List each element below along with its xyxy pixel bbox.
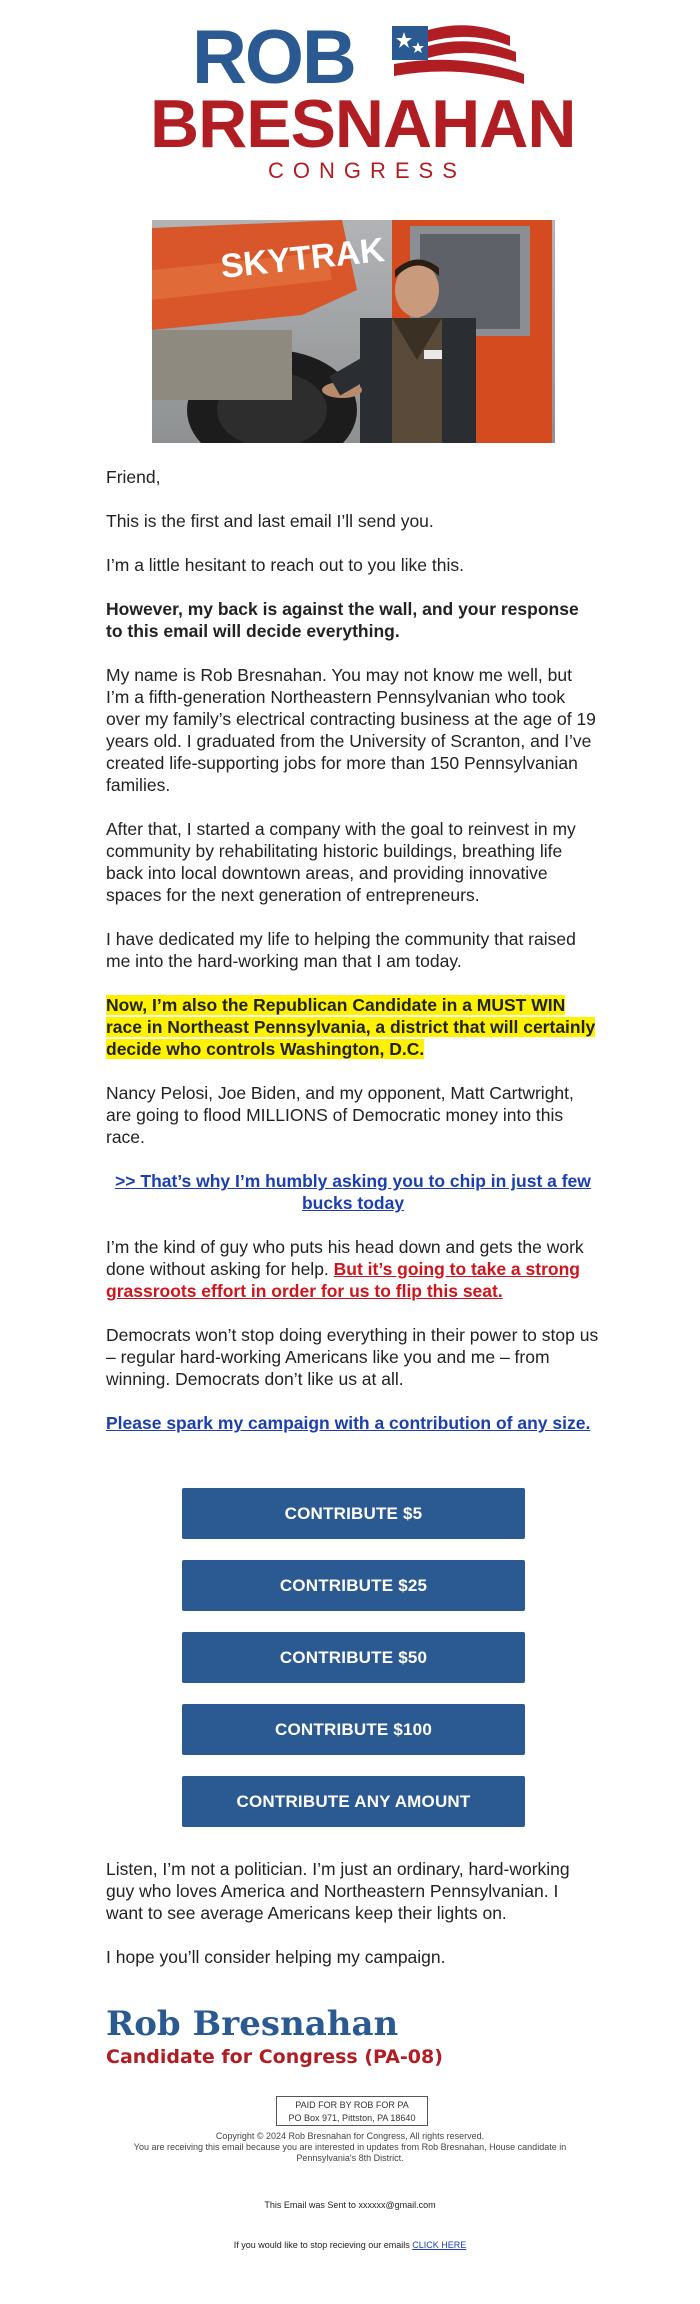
unsubscribe-line xyxy=(0,2240,700,2250)
paragraph-6: I have dedicated my life to helping the community that raised me into the hard-working man that I am today. xyxy=(106,929,576,971)
copyright-text: Copyright © 2024 Rob Bresnahan for Congress, All rights reserved. xyxy=(215,2131,485,2141)
paragraph-11: Listen, I’m not a politician. I’m just an ordinary, hard-working guy who loves America and Northeastern Pennsylvanian. I want to see average Americans keep their lights on. xyxy=(106,1859,570,1923)
sent-to-label: This Email was Sent to xyxy=(264,2200,359,2210)
grassroots-link[interactable]: But it’s going to take a strong grassroots effort in order for us to flip this seat. xyxy=(106,1259,580,1301)
donate-link-2-wrap xyxy=(106,1412,600,1434)
subscription-reason: You are receiving this email because you are interested in updates from Rob Bresnahan, House candidate in Pennsylvania's 8th District. xyxy=(133,2142,567,2163)
paid-for-line: PAID FOR BY ROB FOR PA xyxy=(295,2100,409,2110)
recipient-email: xxxxxx@gmail.com xyxy=(358,2200,436,2210)
paid-for-address: PO Box 971, Pittston, PA 18640 xyxy=(288,2113,416,2123)
svg-text:SKYTRAK: SKYTRAK xyxy=(218,230,387,286)
paragraph-8: Nancy Pelosi, Joe Biden, and my opponent, Matt Cartwright, are going to flood MILLIONS of Democratic money into this race. xyxy=(106,1083,574,1147)
paragraph-3: However, my back is against the wall, and your response to this email will decide everything. xyxy=(106,599,579,641)
logo-congress: CONGRESS xyxy=(268,158,466,183)
campaign-logo xyxy=(150,15,576,186)
paragraph-9-text: I’m the kind of guy who puts his head down and gets the work done without asking for help. xyxy=(106,1237,584,1279)
contribute-5-button[interactable]: CONTRIBUTE $5 xyxy=(182,1488,525,1539)
paragraph-7-highlight xyxy=(106,994,600,1060)
highlighted-text: Now, I’m also the Republican Candidate in a MUST WIN race in Northeast Pennsylvania, a district that will certainly decide who controls Washington, D.C. xyxy=(106,995,596,1059)
contribute-50-button[interactable]: CONTRIBUTE $50 xyxy=(182,1632,525,1683)
unsubscribe-label: If you would like to stop recieving our emails xyxy=(233,2240,413,2250)
paragraph-10: Democrats won’t stop doing everything in their power to stop us – regular hard-working Americans like you and me – from winning. Democrats don’t like us at all. xyxy=(106,1325,599,1389)
greeting: Friend, xyxy=(106,467,161,487)
logo-first-name: ROB xyxy=(192,15,355,100)
campaign-photo-icon xyxy=(152,220,555,443)
donate-link-2[interactable]: Please spark my campaign with a contribution of any size. xyxy=(106,1413,591,1433)
contribute-any-amount-button[interactable]: CONTRIBUTE ANY AMOUNT xyxy=(182,1776,525,1827)
contribute-25-button[interactable]: CONTRIBUTE $25 xyxy=(182,1560,525,1611)
paragraph-1: This is the first and last email I’ll send you. xyxy=(106,511,434,531)
paragraph-12: I hope you’ll consider helping my campaign. xyxy=(106,1947,446,1967)
paragraph-4: My name is Rob Bresnahan. You may not know me well, but I’m a fifth-generation Northeastern Pennsylvanian who took over my family’s electrical contracting business at the age of 19 years old. I graduated from the University of Scranton, and I’ve created life-supporting jobs for more than 150 Pennsylvanian families. xyxy=(106,665,596,795)
donate-link-1-wrap xyxy=(106,1170,600,1214)
sent-to-line xyxy=(0,2200,700,2210)
logo-last-name: BRESNAHAN xyxy=(150,86,576,162)
paragraph-9 xyxy=(106,1236,600,1302)
paragraph-5: After that, I started a company with the goal to reinvest in my community by rehabilitating historic buildings, breathing life back into local downtown areas, and providing innovative spaces for the next generation of entrepreneurs. xyxy=(106,819,576,905)
unsubscribe-link[interactable]: CLICK HERE xyxy=(412,2240,467,2250)
signature-name: Rob Bresnahan xyxy=(106,2004,399,2044)
paragraph-2: I’m a little hesitant to reach out to you like this. xyxy=(106,555,464,575)
paid-for-box xyxy=(276,2096,428,2126)
candidate-photo xyxy=(152,220,555,443)
flag-icon xyxy=(390,22,530,92)
contribute-100-button[interactable]: CONTRIBUTE $100 xyxy=(182,1704,525,1755)
signature-title: Candidate for Congress (PA-08) xyxy=(106,2046,443,2068)
donate-link-1[interactable]: >> That’s why I’m humbly asking you to chip in just a few bucks today xyxy=(115,1171,591,1213)
